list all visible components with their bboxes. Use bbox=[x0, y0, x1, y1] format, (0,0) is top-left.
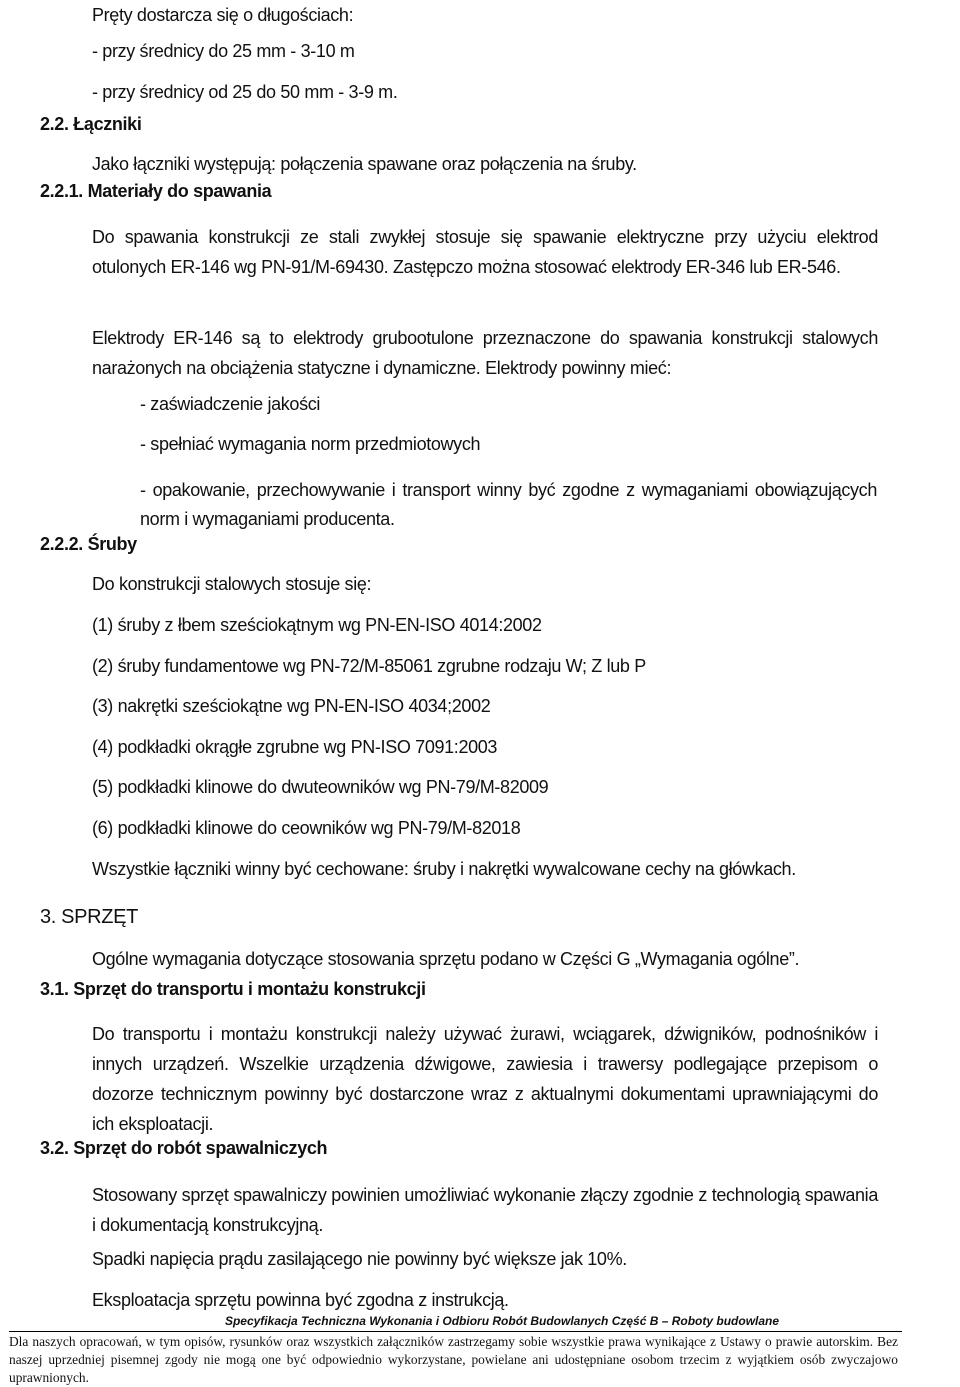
list-item: - spełniać wymagania norm przedmiotowych bbox=[140, 434, 481, 454]
text-line: Pręty dostarcza się o długościach: bbox=[92, 5, 354, 25]
text-line: Do konstrukcji stalowych stosuje się: bbox=[92, 574, 372, 594]
list-item: (1) śruby z łbem sześciokątnym wg PN-EN-ISO 4014:2002 bbox=[92, 615, 542, 635]
paragraph: Do transportu i montażu konstrukcji należy używać żurawi, wciągarek, dźwigników, podnośników i innych urządzeń. Wszelkie urządzenia dźwigowe, zawiesia i trawersy podlegające przepisom o dozorze technicznym powinny być dostarczone wraz z aktualnymi dokumentami uprawniającymi do ich eksploatacji. bbox=[92, 1024, 878, 1134]
footer-divider bbox=[9, 1331, 902, 1332]
list-item: (5) podkładki klinowe do dwuteowników wg PN-79/M-82009 bbox=[92, 777, 549, 797]
footer-title: Specyfikacja Techniczna Wykonania i Odbioru Robót Budowlanych Część B – Roboty budowlane bbox=[224, 1314, 780, 1328]
paragraph: Do spawania konstrukcji ze stali zwykłej stosuje się spawanie elektryczne przy użyciu elektrod otulonych ER-146 wg PN-91/M-69430. Zastępczo można stosować elektrody ER-346 lub ER-546. bbox=[92, 227, 878, 277]
footer-copyright-note: Dla naszych opracowań, w tym opisów, rysunków oraz wszystkich załączników zastrzegamy sobie wszystkie prawa wynikające z Ustawy o prawie autorskim. Bez naszej uprzedniej pisemnej zgody nie mogą one być odpowiednio wykorzystane, powielane ani udostępniane osobom trzecim z wyjątkiem osób zwyczajowo uprawnionych. bbox=[9, 1334, 898, 1385]
section-heading: 2.2.2. Śruby bbox=[40, 534, 137, 554]
section-heading: 3.1. Sprzęt do transportu i montażu konstrukcji bbox=[40, 979, 426, 999]
text-line: Eksploatacja sprzętu powinna być zgodna z instrukcją. bbox=[92, 1290, 509, 1310]
list-item: (6) podkładki klinowe do ceowników wg PN-79/M-82018 bbox=[92, 818, 521, 838]
section-heading: 3.2. Sprzęt do robót spawalniczych bbox=[40, 1138, 328, 1158]
paragraph: Elektrody ER-146 są to elektrody grubootulone przeznaczone do spawania konstrukcji stalowych narażonych na obciążenia statyczne i dynamiczne. Elektrody powinny mieć: bbox=[92, 328, 878, 378]
list-item: (2) śruby fundamentowe wg PN-72/M-85061 zgrubne rodzaju W; Z lub P bbox=[92, 656, 646, 676]
list-item: (4) podkładki okrągłe zgrubne wg PN-ISO 7091:2003 bbox=[92, 737, 498, 757]
paragraph: Stosowany sprzęt spawalniczy powinien umożliwiać wykonanie złączy zgodnie z technologią spawania i dokumentacją konstrukcyjną. bbox=[92, 1185, 878, 1235]
section-heading: 2.2.1. Materiały do spawania bbox=[40, 181, 272, 201]
list-item: - opakowanie, przechowywanie i transport winny być zgodne z wymaganiami obowiązujących norm i wymaganiami producenta. bbox=[140, 480, 877, 529]
list-item: (3) nakrętki sześciokątne wg PN-EN-ISO 4034;2002 bbox=[92, 696, 491, 716]
text-line: Jako łączniki występują: połączenia spawane oraz połączenia na śruby. bbox=[92, 154, 637, 174]
text-line: - przy średnicy od 25 do 50 mm - 3-9 m. bbox=[92, 82, 398, 102]
section-heading: 2.2. Łączniki bbox=[40, 114, 142, 134]
text-line: - przy średnicy do 25 mm - 3-10 m bbox=[92, 41, 355, 61]
text-line: Ogólne wymagania dotyczące stosowania sprzętu podano w Części G „Wymagania ogólne”. bbox=[92, 949, 800, 969]
list-item: - zaświadczenie jakości bbox=[140, 394, 321, 414]
chapter-heading: 3. SPRZĘT bbox=[40, 906, 138, 928]
text-line: Spadki napięcia prądu zasilającego nie powinny być większe jak 10%. bbox=[92, 1249, 627, 1269]
text-line: Wszystkie łączniki winny być cechowane: śruby i nakrętki wywalcowane cechy na główkach. bbox=[92, 859, 796, 879]
